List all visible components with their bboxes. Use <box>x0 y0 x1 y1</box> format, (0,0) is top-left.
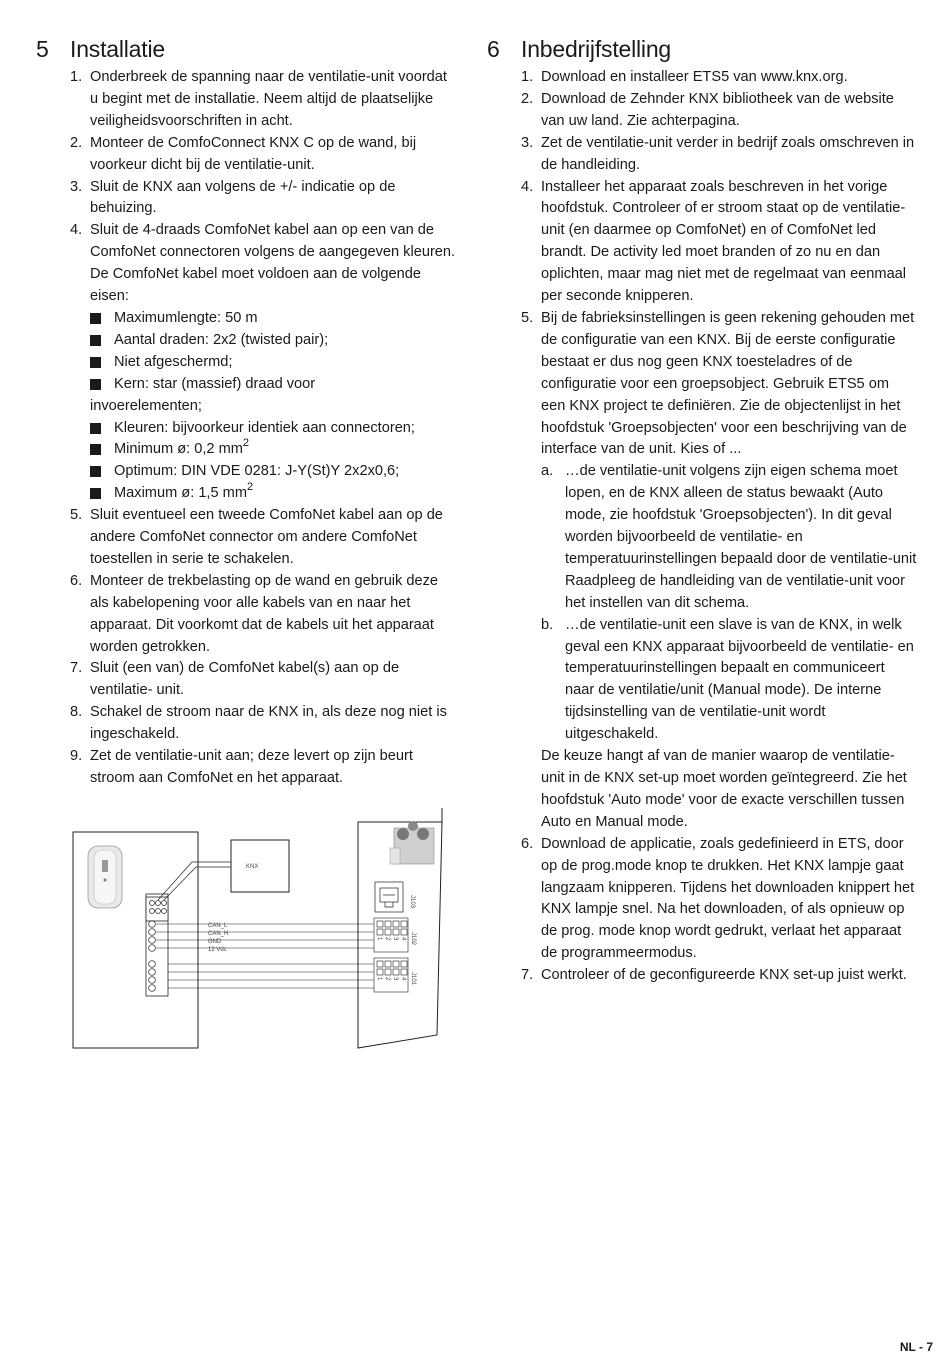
mode-choice-note: De keuze hangt af van de manier waarop de ventilatie-unit in de KNX set-up moet worden geïntegreerd. Zie het hoofdstuk 'Auto mode' voor de exacte verschillen tussen Auto en Manual mode. <box>541 748 907 830</box>
section-number: 5 <box>36 36 49 62</box>
connector-label: J103 <box>409 895 415 909</box>
section-heading <box>36 34 456 64</box>
list-item: 7. Controleer of de geconfigureerde KNX set-up juist werkt. <box>521 967 907 984</box>
page-number: NL - 7 <box>899 1340 933 1354</box>
list-item: 6. Download de applicatie, zoals gedefinieerd in ETS, door op de prog.mode knop te drukken. Het KNX lampje gaat langzaam knipperen. Tijdens het downloaden knippert het KNX lampje snel. Na het downloaden, of als opnieuw op de prog. mode knop wordt gedrukt, verlaat het apparaat de programmeermodus. <box>521 835 915 962</box>
list-item: 1. Download en installeer ETS5 van www.knx.org. <box>521 69 848 85</box>
square-bullet-icon <box>90 335 101 346</box>
wiring-diagram <box>72 800 446 1052</box>
section-installatie <box>36 34 456 790</box>
requirement-item: Optimum: DIN VDE 0281: J-Y(St)Y 2x2x0,6; <box>90 461 456 483</box>
knx-bus-wires <box>158 862 231 900</box>
pin-label: 1 <box>376 977 382 981</box>
cable-requirements <box>90 308 456 505</box>
requirement-item: Niet afgeschermd; <box>90 352 456 374</box>
list-item: 5. Bij de fabrieksinstellingen is geen rekening gehouden met de configuratie van een KNX. Bij de eerste configuratie bestaat er dus nog geen KNX toesteladres of de configuratie voor een groepsobject. Gebruik ETS5 om een KNX project te definiëren. Zie de objectenlijst in het hoofdstuk 'Groepsobjecten' voor een beschrijving van de interface van de unit. Kies of ... a. …de ventilatie-unit volgens zijn eigen schema moet lopen, en de KNX alleen de status bewaakt (Auto mode, zie hoofdstuk 'Groepsobjecten'). In dit geval worden bijvoorbeeld de ventilatie- en temperatuurinstellingen bepaald door de ventilatie-unit Raadpleeg de handleiding van de ventilatie-unit voor het instellen van dit schema. b. …de ventilatie-unit een slave is van de KNX, in welk geval een KNX apparaat bijvoorbeeld de ventilatie- en temperatuurinstellingen bepaalt en communiceert naar de ventilatie/unit (Manual mode). De interne tijdsinstelling van de ventilatie-unit wordt uitgeschakeld. De keuze hangt af van de manier waarop de ventilatie-unit in de KNX set-up moet worden geïntegreerd. Zie het hoofdstuk 'Auto mode' voor de exacte verschillen tussen Auto en Manual mode. <box>487 308 917 834</box>
pin-label: 3 <box>392 937 398 941</box>
list-item: 6. Monteer de trekbelasting op de wand en gebruik deze als kabelopening voor alle kabels van en naar het apparaat. Dit voorkomt dat de kabels uit het apparaat worden getrokken. <box>70 572 439 655</box>
pin-label: 1 <box>376 937 382 941</box>
knx-device-image <box>88 846 122 908</box>
list-item: 3. Sluit de KNX aan volgens de +/- indicatie op de behuizing. <box>70 178 396 217</box>
rj45-connector <box>375 882 403 912</box>
square-bullet-icon <box>90 423 101 434</box>
pin-label: 4 <box>400 937 406 941</box>
comfonet-connector-j101 <box>374 958 408 992</box>
pin-label: 4 <box>400 977 406 981</box>
list-item: 9. Zet de ventilatie-unit aan; deze levert op zijn beurt stroom aan ComfoNet en het apparaat. <box>70 748 413 786</box>
list-item: 8. Schakel de stroom naar de KNX in, als deze nog niet is ingeschakeld. <box>70 704 447 743</box>
section-number: 6 <box>487 36 500 62</box>
comfonet-connector-j102 <box>374 918 408 952</box>
requirement-item: Kern: star (massief) draad voor invoerelementen; <box>90 375 316 414</box>
square-bullet-icon <box>90 444 101 455</box>
requirement-item: Maximum ø: 1,5 $mm^2$ <box>90 483 456 505</box>
pin-label: 2 <box>384 977 390 981</box>
requirement-item: Minimum ø: 0,2 $mm^2$ <box>90 439 456 461</box>
section-title: Inbedrijfstelling <box>521 36 672 62</box>
square-bullet-icon <box>90 488 101 499</box>
list-item: 2. Download de Zehnder KNX bibliotheek van de website van uw land. Zie achterpagina. <box>521 90 894 129</box>
square-bullet-icon <box>90 313 101 324</box>
list-item: 2. Monteer de ComfoConnect KNX C op de wand, bij voorkeur dicht bij de ventilatie-unit. <box>70 134 417 173</box>
installation-steps <box>36 67 456 790</box>
wire-label: GND <box>208 939 222 945</box>
list-item: 3. Zet de ventilatie-unit verder in bedrijf zoals omschreven in de handleiding. <box>521 134 915 173</box>
wire-label: CAN_H <box>208 931 229 937</box>
list-item: 4. Installeer het apparaat zoals beschreven in het vorige hoofdstuk. Controleer of er stroom staat op de ventilatie-unit (en daarmee op ComfoNet) en of ComfoNet led brandt. De activity led moet branden of zo nu en dan oplichten, maar mag niet met de regelmaat van eenmaal per seconde knipperen. <box>521 178 907 305</box>
section-inbedrijfstelling <box>487 34 917 987</box>
section-title: Installatie <box>70 36 165 62</box>
commissioning-steps <box>487 67 917 987</box>
knx-bus-label: KNX <box>246 864 259 870</box>
requirement-item: Kleuren: bijvoorkeur identiek aan connectoren; <box>90 418 456 440</box>
wire-label: 12 Vdc <box>208 947 227 953</box>
list-item: 4. Sluit de 4-draads ComfoNet kabel aan op een van de ComfoNet connectoren volgens de aangegeven kleuren. De ComfoNet kabel moet voldoen aan de volgende eisen: Maximumlengte: 50 m Aantal draden: 2x2 (twisted pair); Niet afgeschermd; Kern: star (massief) draad voor invoerelementen; Kleuren: bijvoorkeur identiek aan connectoren; Minimum ø: 0,2 $mm^2$ Optimum: DIN VDE 0281: J-Y(St)Y 2x2x0,6; Maximum ø: 1,5 $mm^2$ <box>36 220 456 505</box>
list-item: 1. Onderbreek de spanning naar de ventilatie-unit voordat u begint met de installatie. Neem altijd de plaatselijke veiligheidsvoorschriften in acht. <box>70 69 447 129</box>
square-bullet-icon <box>90 357 101 368</box>
option-item-manual: b. …de ventilatie-unit een slave is van de KNX, in welk geval een KNX apparaat bijvoorbeeld de ventilatie- en temperatuurinstellingen bepaalt en communiceert naar de ventilatie/unit (Manual mode). De interne tijdsinstelling van de ventilatie-unit wordt uitgeschakeld. <box>541 616 914 743</box>
comfonet-wires <box>156 924 380 988</box>
list-item: 5. Sluit eventueel een tweede ComfoNet kabel aan op de andere ComfoNet connector om andere ComfoNet toestellen in serie te schakelen. <box>70 507 443 567</box>
pin-label: 3 <box>392 977 398 981</box>
knx-bus-box <box>231 840 289 892</box>
connector-label: J101 <box>410 972 416 986</box>
mode-options <box>541 461 917 746</box>
option-item-auto: a. …de ventilatie-unit volgens zijn eigen schema moet lopen, en de KNX alleen de status bewaakt (Auto mode, zie hoofdstuk 'Groepsobjecten'). In dit geval worden bijvoorbeeld de ventilatie- en temperatuurinstellingen bepaald door de ventilatie-unit Raadpleeg de handleiding van de ventilatie-unit voor het instellen van dit schema. <box>541 463 917 611</box>
section-heading <box>487 34 917 64</box>
pin-label: 2 <box>384 937 390 941</box>
requirement-item: Aantal draden: 2x2 (twisted pair); <box>90 330 456 352</box>
connector-label: J102 <box>410 932 416 946</box>
ventilation-unit-image <box>390 821 434 864</box>
wire-label: CAN_L <box>208 923 228 929</box>
list-item: 7. Sluit (een van) de ComfoNet kabel(s) aan op de ventilatie- unit. <box>70 660 400 699</box>
square-bullet-icon <box>90 379 101 390</box>
requirement-item: Maximumlengte: 50 m <box>90 308 456 330</box>
square-bullet-icon <box>90 466 101 477</box>
